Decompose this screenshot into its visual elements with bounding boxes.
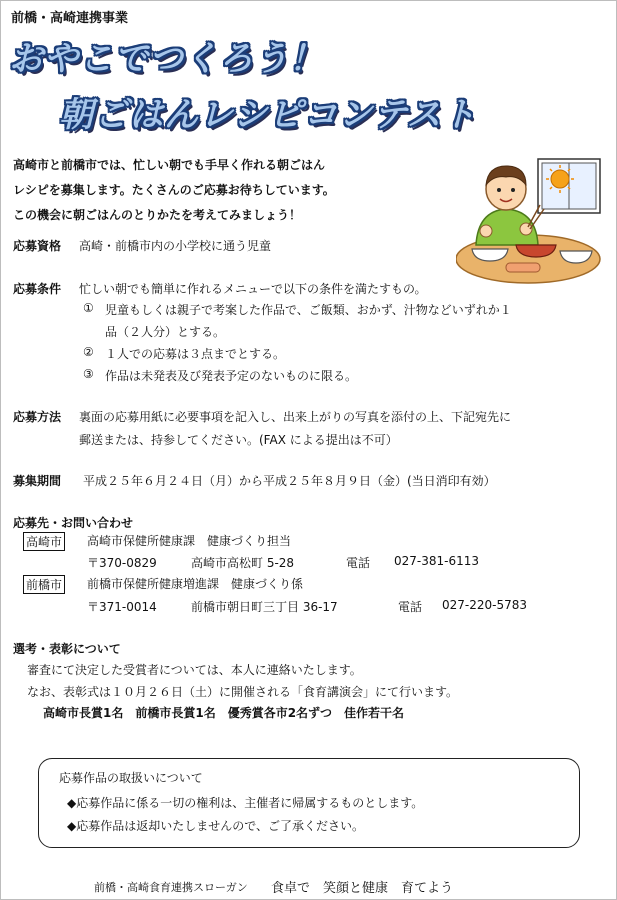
notice-item-1: ◆応募作品に係る一切の権利は、主催者に帰属するものとします。 — [67, 796, 424, 810]
contact-address-takasaki: 高崎市高松町 5-28 — [191, 556, 295, 570]
condition-1-num: ① — [83, 301, 94, 315]
intro-line-1: 高崎市と前橋市では、忙しい朝でも手早く作れる朝ごはん — [13, 158, 326, 172]
condition-2-line-1: １人での応募は３点までとする。 — [105, 347, 286, 361]
eligibility-label: 応募資格 — [13, 239, 62, 253]
condition-3-num: ③ — [83, 367, 94, 381]
condition-1-line-2: 品（２人分）とする。 — [105, 325, 226, 339]
program-label: 前橋・高崎連携事業 — [11, 11, 129, 26]
method-line-2: 郵送または、持参してください。(FAX による提出は不可） — [79, 433, 398, 447]
contact-office-maebashi: 前橋市保健所健康増進課 健康づくり係 — [87, 577, 304, 591]
intro-line-3: この機会に朝ごはんのとりかたを考えてみましょう！ — [13, 208, 302, 222]
notice-title: 応募作品の取扱いについて — [59, 771, 203, 785]
method-label: 応募方法 — [13, 410, 62, 424]
contact-address-maebashi: 前橋市朝日町三丁目 36-17 — [191, 600, 338, 614]
contact-postal-maebashi: 〒371-0014 — [87, 600, 157, 614]
contact-city-maebashi: 前橋市 — [23, 575, 65, 594]
contact-tel-label-takasaki: 電話 — [346, 556, 371, 570]
period-text: 平成２５年６月２４日（月）から平成２５年８月９日（金）(当日消印有効） — [83, 474, 496, 488]
method-line-1: 裏面の応募用紙に必要事項を記入し、出来上がりの写真を添付の上、下記宛先に — [79, 410, 512, 424]
title-line-1: おやこでつくろう！ — [9, 39, 324, 79]
contact-postal-takasaki: 〒370-0829 — [87, 556, 157, 570]
contact-city-takasaki: 高崎市 — [23, 532, 65, 551]
child-breakfast-illustration — [456, 153, 606, 285]
awards-label: 選考・表彰について — [13, 642, 121, 656]
intro-line-2: レシピを募集します。たくさんのご応募お待ちしています。 — [13, 183, 335, 197]
awards-prizes: 高崎市長賞1名 前橋市長賞1名 優秀賞各市2名ずつ 佳作若干名 — [43, 706, 405, 720]
contact-tel-maebashi: 027-220-5783 — [442, 598, 528, 612]
slogan-label: 前橋・高崎食育連携スローガン — [94, 881, 248, 894]
condition-2-num: ② — [83, 345, 94, 359]
period-label: 募集期間 — [13, 474, 62, 488]
condition-3-line-1: 作品は未発表及び発表予定のないものに限る。 — [105, 369, 358, 383]
contact-tel-label-maebashi: 電話 — [398, 600, 423, 614]
notice-item-2: ◆応募作品は返却いたしませんので、ご了承ください。 — [67, 819, 364, 833]
contacts-label: 応募先・お問い合わせ — [13, 516, 134, 530]
contact-office-takasaki: 高崎市保健所健康課 健康づくり担当 — [87, 534, 292, 548]
title-line-2: 朝ごはんレシピコンテスト — [59, 95, 477, 135]
conditions-text: 忙しい朝でも簡単に作れるメニューで以下の条件を満たすもの。 — [79, 282, 427, 296]
conditions-label: 応募条件 — [13, 282, 62, 296]
awards-line-2: なお、表彰式は１０月２６日（土）に開催される「食育講演会」にて行います。 — [27, 685, 459, 699]
contact-tel-takasaki: 027-381-6113 — [394, 554, 480, 568]
slogan-text: 食卓で 笑顔と健康 育てよう — [271, 881, 454, 896]
awards-line-1: 審査にて決定した受賞者については、本人に連絡いたします。 — [27, 663, 362, 677]
notice-box — [38, 758, 580, 848]
eligibility-text: 高崎・前橋市内の小学校に通う児童 — [79, 239, 272, 253]
condition-1-line-1: 児童もしくは親子で考案した作品で、ご飯類、おかず、汁物などいずれか１ — [105, 303, 512, 317]
